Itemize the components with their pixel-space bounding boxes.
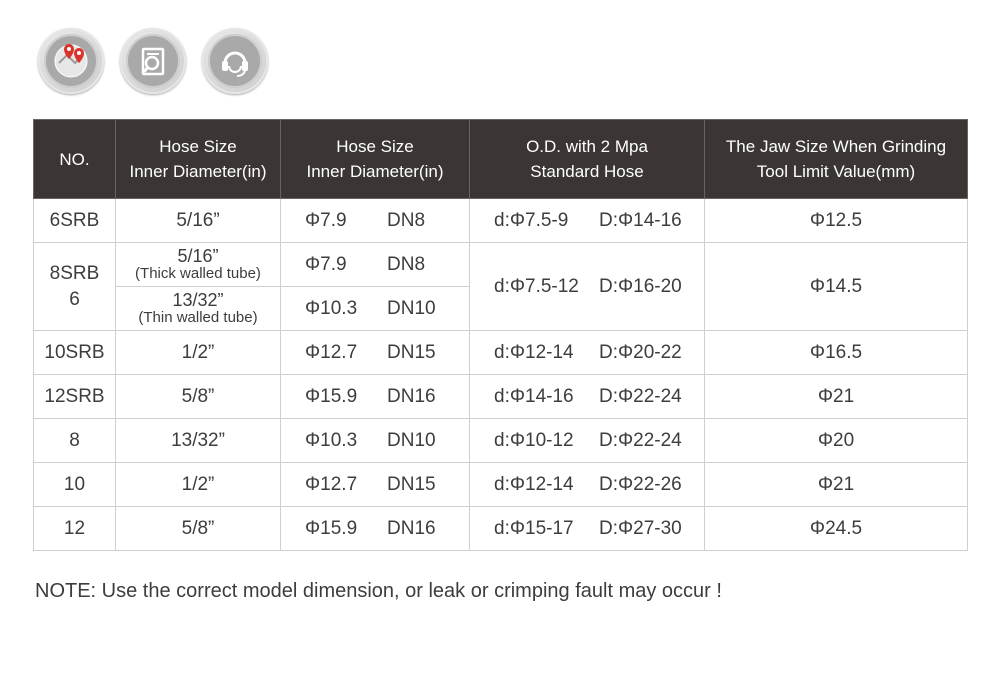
cell-dn: DN8: [387, 209, 426, 231]
cell-dn: DN15: [387, 473, 436, 495]
cell-d-big: D:Φ22-24: [599, 385, 682, 407]
cell-dn: DN10: [387, 297, 436, 319]
cell-no: 12: [34, 507, 116, 551]
cell-od: [470, 507, 705, 551]
cell-d-big: D:Φ27-30: [599, 517, 682, 539]
cell-phi-dn: [281, 463, 470, 507]
table-row: [34, 375, 968, 419]
table-row: [34, 463, 968, 507]
cell-od: [470, 419, 705, 463]
cell-size: 13/32” (Thin walled tube): [116, 287, 281, 331]
cell-dn: DN16: [387, 517, 436, 539]
hose-size-table: [33, 119, 968, 551]
cell-phi: Φ10.3: [305, 297, 358, 319]
cell-no: 8: [34, 419, 116, 463]
cell-d-small: d:Φ7.5-12: [494, 275, 579, 297]
cell-phi-dn: [281, 287, 470, 331]
cell-phi: Φ7.9: [305, 209, 347, 231]
cell-d-big: D:Φ22-24: [599, 429, 682, 451]
cell-dn: DN10: [387, 429, 436, 451]
cell-no: 10: [34, 463, 116, 507]
cell-size: 5/8”: [116, 507, 281, 551]
cell-phi: Φ10.3: [305, 429, 358, 451]
cell-size: 13/32”: [116, 419, 281, 463]
cell-no: 12SRB: [34, 375, 116, 419]
header-hose-size-2: Hose Size Inner Diameter(in): [281, 120, 470, 199]
cell-no: 6SRB: [34, 199, 116, 243]
cell-phi-dn: [281, 199, 470, 243]
cell-phi: Φ7.9: [305, 253, 347, 275]
customer-service-icon: [208, 34, 262, 88]
cell-od: [470, 199, 705, 243]
cell-no: 10SRB: [34, 331, 116, 375]
cell-d-big: D:Φ16-20: [599, 275, 682, 297]
cell-size: 5/16” (Thick walled tube): [116, 243, 281, 287]
cell-jaw: Φ16.5: [705, 331, 968, 375]
cell-jaw: Φ21: [705, 375, 968, 419]
map-location-button[interactable]: [38, 28, 104, 94]
table-row: [34, 331, 968, 375]
cell-d-big: D:Φ14-16: [599, 209, 682, 231]
cell-od: [470, 463, 705, 507]
cell-d-small: d:Φ10-12: [494, 429, 574, 451]
search-document-icon: [126, 34, 180, 88]
search-document-button[interactable]: [120, 28, 186, 94]
cell-d-small: d:Φ15-17: [494, 517, 574, 539]
cell-d-small: d:Φ14-16: [494, 385, 574, 407]
cell-phi: Φ12.7: [305, 341, 358, 363]
cell-jaw: Φ21: [705, 463, 968, 507]
cell-od: [470, 331, 705, 375]
cell-d-small: d:Φ7.5-9: [494, 209, 569, 231]
cell-size: 1/2”: [116, 463, 281, 507]
cell-jaw: Φ24.5: [705, 507, 968, 551]
cell-dn: DN16: [387, 385, 436, 407]
cell-phi-dn: [281, 507, 470, 551]
cell-phi: Φ15.9: [305, 385, 358, 407]
table-row: [34, 419, 968, 463]
cell-d-big: D:Φ20-22: [599, 341, 682, 363]
header-hose-size-1: Hose Size Inner Diameter(in): [116, 120, 281, 199]
cell-size: 5/8”: [116, 375, 281, 419]
table-row: [34, 507, 968, 551]
cell-od: [470, 243, 705, 331]
cell-size: 5/16”: [116, 199, 281, 243]
cell-no: 8SRB 6: [34, 243, 116, 331]
note-text: [35, 580, 722, 603]
cell-size: 1/2”: [116, 331, 281, 375]
cell-jaw: Φ12.5: [705, 199, 968, 243]
cell-phi-dn: [281, 419, 470, 463]
note-label: NOTE:: [35, 580, 97, 602]
table-row: [34, 199, 968, 243]
cell-phi: Φ15.9: [305, 517, 358, 539]
customer-service-button[interactable]: [202, 28, 268, 94]
icon-bar: [38, 28, 268, 94]
cell-od: [470, 375, 705, 419]
cell-phi: Φ12.7: [305, 473, 358, 495]
cell-phi-dn: [281, 331, 470, 375]
cell-dn: DN8: [387, 253, 426, 275]
table-row: [34, 243, 968, 287]
header-od: O.D. with 2 Mpa Standard Hose: [470, 120, 705, 199]
cell-jaw: Φ14.5: [705, 243, 968, 331]
cell-d-small: d:Φ12-14: [494, 473, 574, 495]
cell-d-small: d:Φ12-14: [494, 341, 574, 363]
cell-d-big: D:Φ22-26: [599, 473, 682, 495]
header-no: NO.: [34, 120, 116, 199]
cell-dn: DN15: [387, 341, 436, 363]
cell-phi-dn: [281, 243, 470, 287]
map-location-icon: [44, 34, 98, 88]
cell-jaw: Φ20: [705, 419, 968, 463]
header-jaw-size: The Jaw Size When Grinding Tool Limit Value(mm): [705, 120, 968, 199]
cell-phi-dn: [281, 375, 470, 419]
table-header-row: [34, 120, 968, 199]
note-body: Use the correct model dimension, or leak or crimping fault may occur !: [96, 580, 722, 602]
